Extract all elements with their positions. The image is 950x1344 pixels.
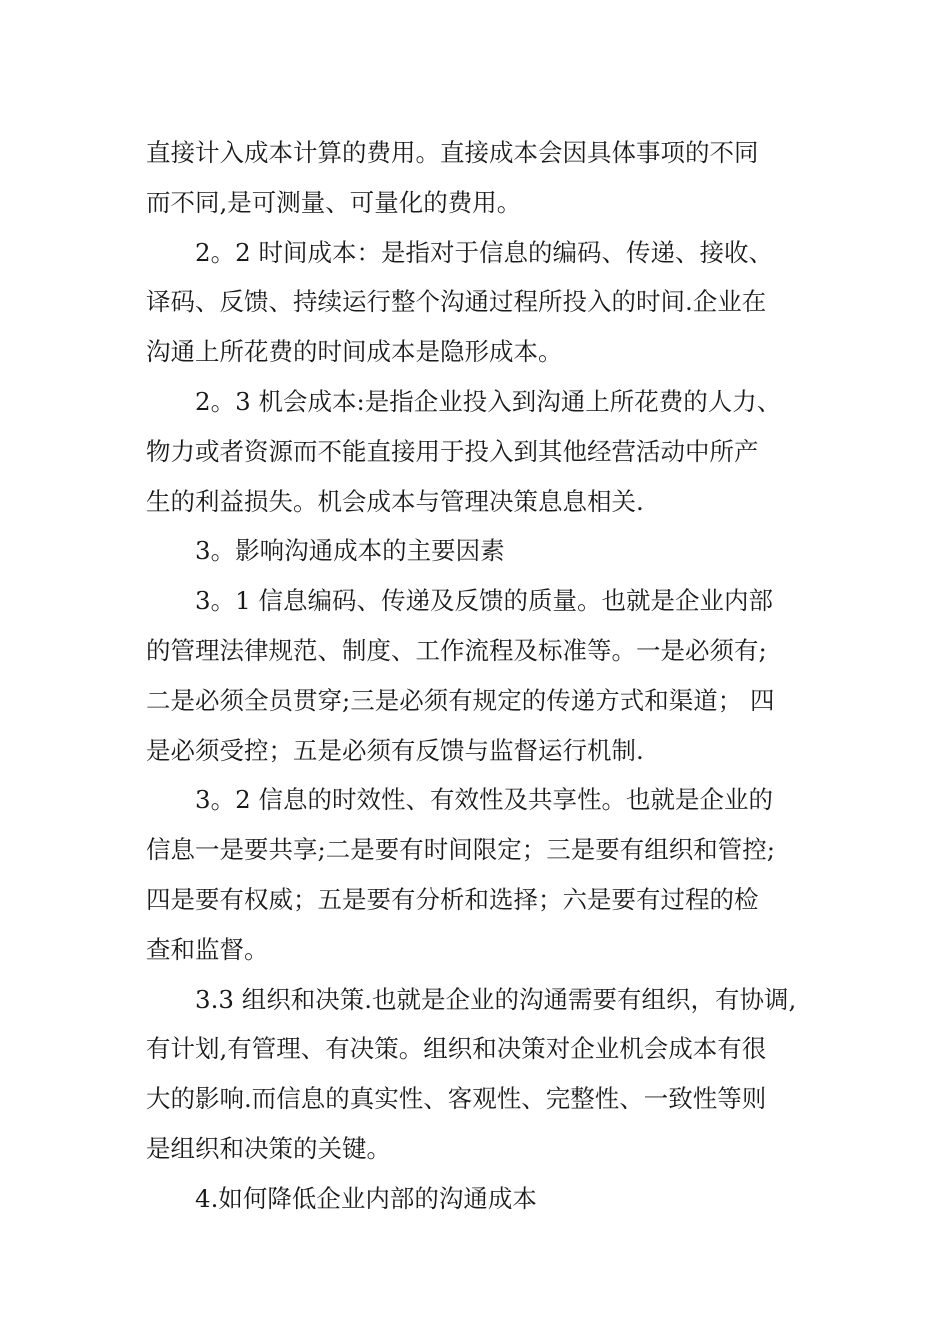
text-line: 是组织和决策的关键。 bbox=[146, 1133, 391, 1163]
text-line: 3.3 组织和决策.也就是企业的沟通需要有组织，有协调, bbox=[195, 984, 797, 1014]
text-line: 查和监督。 bbox=[146, 934, 269, 964]
text-line: 的管理法律规范、制度、工作流程及标准等。一是必须有; bbox=[146, 635, 767, 665]
text-line: 大的影响.而信息的真实性、客观性、完整性、一致性等则 bbox=[146, 1084, 767, 1114]
text-line: 物力或者资源而不能直接用于投入到其他经营活动中所产 bbox=[146, 436, 759, 466]
text-line: 4.如何降低企业内部的沟通成本 bbox=[195, 1183, 537, 1213]
text-line: 3。影响沟通成本的主要因素 bbox=[195, 536, 505, 566]
text-line: 2。2 时间成本：是指对于信息的编码、传递、接收、 bbox=[195, 237, 773, 267]
text-line: 有计划,有管理、有决策。组织和决策对企业机会成本有很 bbox=[146, 1034, 767, 1064]
text-line: 信息一是要共享;二是要有时间限定；三是要有组织和管控; bbox=[146, 835, 776, 865]
text-line: 译码、反馈、持续运行整个沟通过程所投入的时间.企业在 bbox=[146, 287, 767, 317]
text-line: 四是要有权威；五是要有分析和选择；六是要有过程的检 bbox=[146, 884, 759, 914]
text-line: 而不同,是可测量、可量化的费用。 bbox=[146, 187, 522, 217]
text-line: 二是必须全员贯穿;三是必须有规定的传递方式和渠道； 四 bbox=[146, 685, 775, 715]
document-body bbox=[146, 128, 814, 1224]
text-line: 直接计入成本计算的费用。直接成本会因具体事项的不同 bbox=[146, 138, 759, 167]
text-line: 3。1 信息编码、传递及反馈的质量。也就是企业内部 bbox=[195, 586, 773, 616]
text-line: 是必须受控；五是必须有反馈与监督运行机制. bbox=[146, 735, 644, 765]
text-line: 生的利益损失。机会成本与管理决策息息相关. bbox=[146, 486, 644, 516]
text-line: 2。3 机会成本:是指企业投入到沟通上所花费的人力、 bbox=[195, 386, 782, 416]
text-line: 3。2 信息的时效性、有效性及共享性。也就是企业的 bbox=[195, 785, 773, 815]
text-line: 沟通上所花费的时间成本是隐形成本。 bbox=[146, 337, 563, 367]
